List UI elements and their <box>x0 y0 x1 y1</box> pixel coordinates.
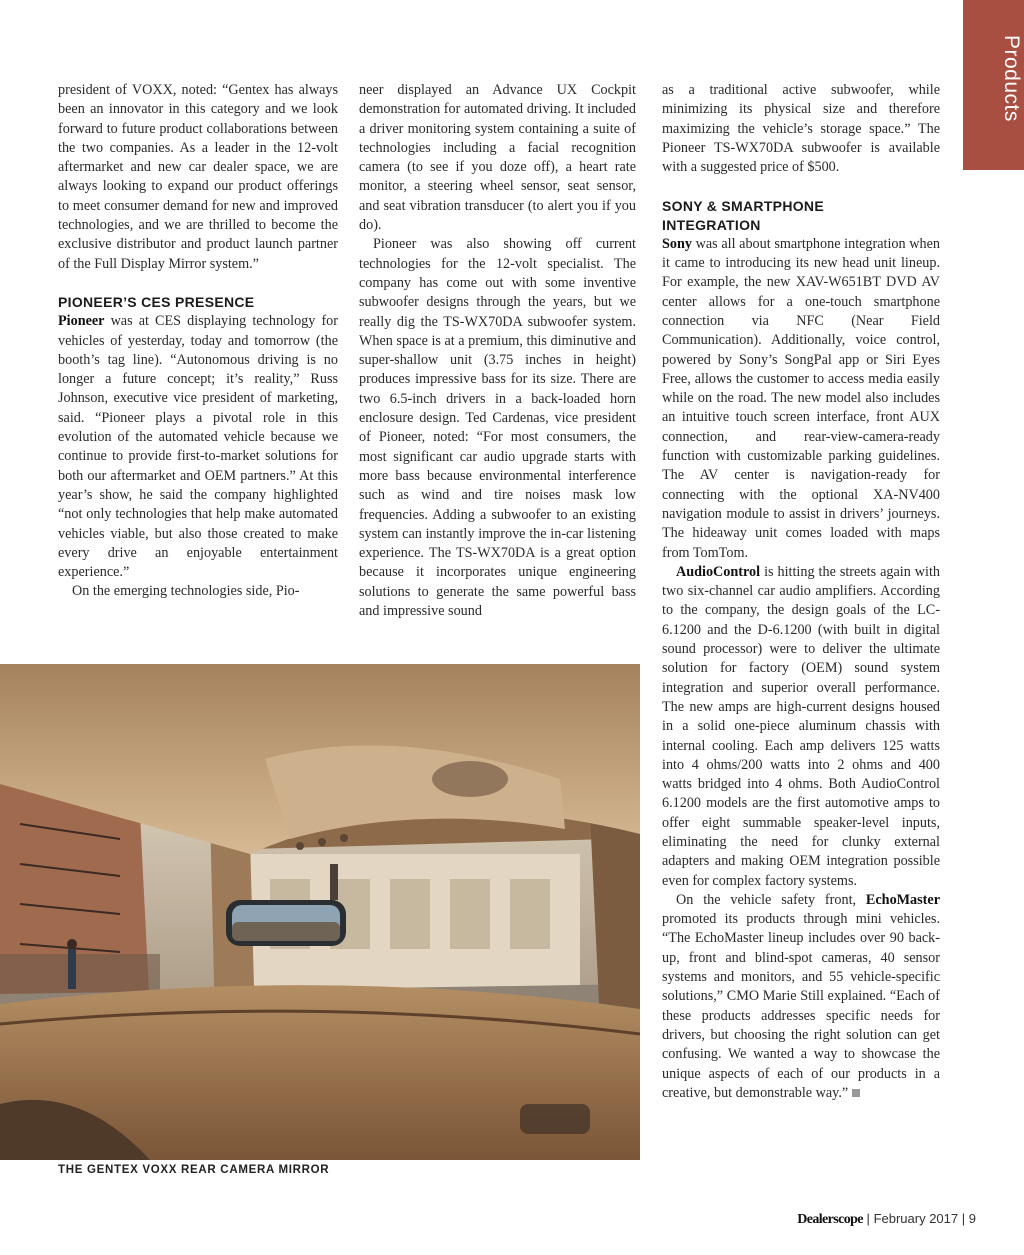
column1-paragraph-2: Pioneer was at CES displaying technology for vehicles of yesterday, today and tomorrow (the booth’s tag line). “Autonomous driving is no longer a future concept; it’s reality,” Russ Johnson, executive vice president of marketing, said. “Pioneer plays a pivotal role in this evolution of the automated vehicle because we continue to provide first-to-market solutions for both our aftermarket and OEM partners.” At this year’s show, he said the company highlighted “not only technologies that help make automated vehicles viable, but also those created to make every drive an enjoyable entertainment experience.” <box>58 313 338 581</box>
column3-paragraph-2: Sony was all about smartphone integration when it came to introducing its new head unit lineup. For example, the new XAV-W651BT DVD AV center allows for a one-touch smartphone connection via NFC (Near Field Communication). Additionally, voice control, powered by Sony’s SongPal app or Siri Eyes Free, allows the customer to access media easily while on the road. The new model also includes an intuitive touch screen interface, front AUX connection, and rear-view-camera-ready function with customizable parking guidelines. The AV center is navigation-ready for connecting with the optional XA-NV400 navigation module to assist in drivers’ journeys. The hideaway unit comes loaded with maps from TomTom. <box>662 235 940 561</box>
heading-pioneer-ces: PIONEER’S CES PRESENCE <box>58 294 255 311</box>
photo-caption: THE GENTEX VOXX REAR CAMERA MIRROR <box>58 1164 330 1176</box>
footer-separator-2: | <box>961 1211 966 1226</box>
car-interior-photo <box>0 664 640 1160</box>
column3-paragraph-3: AudioControl is hitting the streets again with two six-channel car audio amplifiers. According to the company, the design goals of the LC-6.1200 and the D-6.1200 (with built in digital sound processor) were to deliver the ultimate solution for factory (OEM) sound system integration and superior overall performance. The new amps are high-current designs housed in a solid one-piece aluminum chassis with internal cooling. Each amp delivers 125 watts into 4 ohms/200 watts into 2 ohms and 400 watts bridged into 4 ohms. Both AudioControl 6.1200 models are the first automotive amps to offer eight summable speaker-level inputs, eliminating the need for clunky external adapters and making OEM integration possible even for complex factory systems. <box>662 563 940 889</box>
column3-paragraph-4: On the vehicle safety front, EchoMaster promoted its products through mini vehicles. “The EchoMaster lineup includes over 90 back-up, front and blind-spot cameras, 40 sensor systems and monitors, and 55 vehicle-specific solutions,” CMO Marie Still explained. “Each of these products addresses specific needs for drivers, but choosing the right solution can get confusing. We wanted a way to showcase the unique aspects of each of our products in a creative, but demonstrable way.” <box>662 891 940 1101</box>
section-tab <box>963 0 1024 170</box>
brand-audiocontrol: AudioControl <box>676 563 761 580</box>
article-column-2 <box>359 81 636 621</box>
heading-sony-smartphone: SONY & SMARTPHONE INTEGRATION <box>662 197 824 233</box>
magazine-logo: Dealerscope <box>797 1212 863 1227</box>
page-footer <box>797 1211 976 1228</box>
page-number: 9 <box>968 1211 976 1226</box>
brand-echomaster: EchoMaster <box>865 891 940 908</box>
column2-paragraph-2: Pioneer was also showing off current technologies for the 12-volt specialist. The company has come out with some inventive subwoofer designs through the years, but we really dig the TS-WX70DA subwoofer system. When space is at a premium, this diminutive and super-shallow unit (3.75 inches in height) produces impressive bass for its size. There are two 6.5-inch drivers in a back-loaded horn enclosure design. Ted Cardenas, vice president of Pioneer, noted: “For most consumers, the most significant car audio upgrade starts with more bass because environmental interference such as wind and tire noises mask low frequencies. Adding a subwoofer to an existing system can instantly improve the in-car listening experience. The TS-WX70DA is a great option because it incorporates unique engineering solutions to generate the same powerful bass and impressive sound <box>359 236 636 620</box>
end-of-article-mark <box>852 1089 860 1097</box>
section-tab-label: Products <box>1000 35 1023 122</box>
brand-pioneer: Pioneer <box>58 313 105 330</box>
column1-paragraph-1: president of VOXX, noted: “Gentex has always been an innovator in this category and we look forward to future product collaborations between the two companies. As a leader in the 12-volt aftermarket and new car dealer space, we are always looking to expand our product offerings to meet consumer demand for new and improved technologies, and we are thrilled to become the exclusive distributor and product launch partner of the Full Display Mirror system.” <box>58 82 338 272</box>
footer-issue-date: February 2017 <box>873 1211 959 1226</box>
article-column-1 <box>58 81 338 602</box>
brand-sony: Sony <box>662 235 692 252</box>
pedestrian-figure <box>68 949 76 989</box>
column1-paragraph-3: On the emerging technologies side, Pio- <box>72 583 300 600</box>
column2-paragraph-1: neer displayed an Advance UX Cockpit demonstration for automated driving. It included a driver monitoring system containing a suite of technologies including a facial recognition camera (to see if you doze off), a heart rate monitor, a steering wheel sensor, seat sensor, and seat vibration transducer (to alert you if you do). <box>359 82 636 234</box>
article-column-3 <box>662 81 940 1103</box>
footer-separator-1: | <box>866 1211 870 1226</box>
column3-paragraph-1: as a traditional active subwoofer, while minimizing its physical size and therefore maximizing the vehicle’s storage space.” The Pioneer TS-WX70DA subwoofer is available with a suggested price of $500. <box>662 82 940 176</box>
